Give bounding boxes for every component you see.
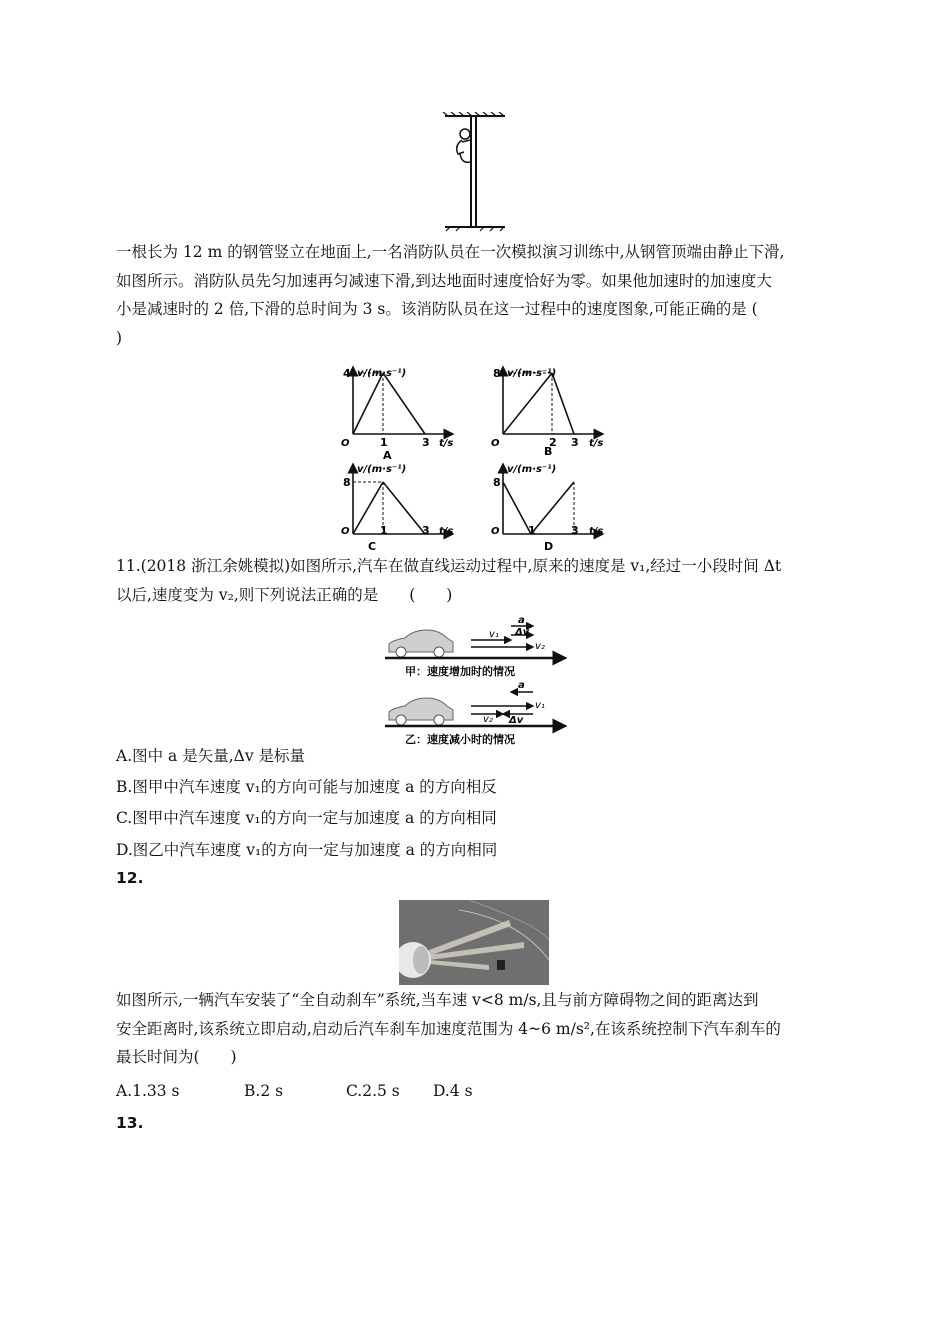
graph-d-origin: O xyxy=(491,526,500,537)
q11-line: 以后,速度变为 v₂,则下列说法正确的是 ( ) xyxy=(116,585,453,604)
graph-c-tick: 1 xyxy=(380,524,388,537)
q13-number: 13. xyxy=(116,1114,144,1132)
q10-line: 一根长为 12 m 的钢管竖立在地面上,一名消防队员在一次模拟演习训练中,从钢管顶端由静止下滑, xyxy=(116,243,785,261)
auto-brake-photo xyxy=(399,900,549,985)
fig-v1-label: v₁ xyxy=(489,629,499,640)
graph-c-ylabel: v/(m·s⁻¹) xyxy=(357,464,407,475)
fig-top-caption: 甲：速度增加时的情况 xyxy=(405,665,515,678)
graph-c-tick: 3 xyxy=(422,524,430,537)
graph-a-xlabel: t/s xyxy=(439,438,454,449)
q12-number: 12. xyxy=(116,869,144,887)
q11-text xyxy=(116,552,836,609)
q11-line: 11.(2018 浙江余姚模拟)如图所示,汽车在做直线运动过程中,原来的速度是 v₁,经过一小段时间 Δt xyxy=(116,557,782,575)
graph-a xyxy=(341,367,453,462)
q12-option-b: B.2 s xyxy=(244,1082,284,1100)
q11-option-d: D.图乙中汽车速度 v₁的方向一定与加速度 a 的方向相同 xyxy=(116,841,498,859)
q11-option-b: B.图甲中汽车速度 v₁的方向可能与加速度 a 的方向相反 xyxy=(116,778,497,796)
graph-b-origin: O xyxy=(491,438,500,449)
graph-c xyxy=(341,464,453,553)
graph-a-origin: O xyxy=(341,438,350,449)
q12-line: 如图所示,一辆汽车安装了“全自动刹车”系统,当车速 v<8 m/s,且与前方障碍物之间的距离达到 xyxy=(116,991,759,1009)
fig-v2-label: v₂ xyxy=(535,641,545,652)
graph-b-xlabel: t/s xyxy=(589,438,604,449)
graph-c-peak-v: 8 xyxy=(343,476,351,489)
q11-option-c: C.图甲中汽车速度 v₁的方向一定与加速度 a 的方向相同 xyxy=(116,809,497,827)
q11-option-a: A.图中 a 是矢量,Δv 是标量 xyxy=(116,747,306,765)
graph-c-label: C xyxy=(368,540,377,553)
q10-line: 小是减速时的 2 倍,下滑的总时间为 3 s。该消防队员在这一过程中的速度图象,可能正确的是 ( xyxy=(116,300,758,318)
graph-a-tick: 1 xyxy=(380,436,388,449)
q12-option-c: C.2.5 s xyxy=(346,1082,400,1100)
graph-d-xlabel: t/s xyxy=(589,526,604,537)
fig-v2-label: v₂ xyxy=(483,714,493,725)
graph-b-peak-v: 8 xyxy=(493,367,501,380)
graph-d-label: D xyxy=(544,540,554,553)
graph-a-label: A xyxy=(383,449,392,462)
graph-b-label: B xyxy=(544,445,553,458)
fig-bottom-caption: 乙：速度减小时的情况 xyxy=(405,733,515,746)
fig-dv-label: Δv xyxy=(509,715,524,726)
q10-line: 如图所示。消防队员先匀加速再匀减速下滑,到达地面时速度恰好为零。如果他加速时的加速度大 xyxy=(116,271,772,290)
graph-a-tick: 3 xyxy=(422,436,430,449)
q12-line: 安全距离时,该系统立即启动,启动后汽车刹车加速度范围为 4~6 m/s²,在该系统控制下汽车刹车的 xyxy=(116,1019,781,1038)
graph-b-ylabel: v/(m·s⁻¹) xyxy=(507,368,557,379)
fig-v1-label: v₁ xyxy=(535,700,545,711)
car-icon xyxy=(389,630,453,657)
graph-b-tick: 3 xyxy=(571,436,579,449)
graph-a-ylabel: v/(m·s⁻¹) xyxy=(357,368,407,379)
graph-c-xlabel: t/s xyxy=(439,526,454,537)
graph-c-origin: O xyxy=(341,526,350,537)
graph-d-ylabel: v/(m·s⁻¹) xyxy=(507,464,557,475)
q10-line: ) xyxy=(116,328,123,347)
fig-dv-label: Δv xyxy=(515,627,530,638)
q12-text xyxy=(116,986,836,1072)
q12-option-a: A.1.33 s xyxy=(116,1082,180,1100)
pole-figure xyxy=(440,112,510,232)
q10-text xyxy=(116,238,836,352)
q12-option-d: D.4 s xyxy=(433,1082,473,1100)
graph-d xyxy=(491,464,603,553)
fig-a-label: a xyxy=(518,615,525,626)
fig-a-label: a xyxy=(518,680,525,691)
q12-line: 最长时间为( ) xyxy=(116,1048,237,1066)
graph-d-peak-v: 8 xyxy=(493,476,501,489)
graph-b xyxy=(491,367,603,458)
graph-b-tick: 2 xyxy=(549,436,557,449)
car-icon xyxy=(389,698,453,725)
vt-graphs xyxy=(335,362,620,557)
graph-d-tick: 1 xyxy=(528,524,536,537)
car-velocity-figure xyxy=(383,614,568,746)
graph-a-peak-v: 4 xyxy=(343,367,351,380)
graph-d-tick: 3 xyxy=(571,524,579,537)
